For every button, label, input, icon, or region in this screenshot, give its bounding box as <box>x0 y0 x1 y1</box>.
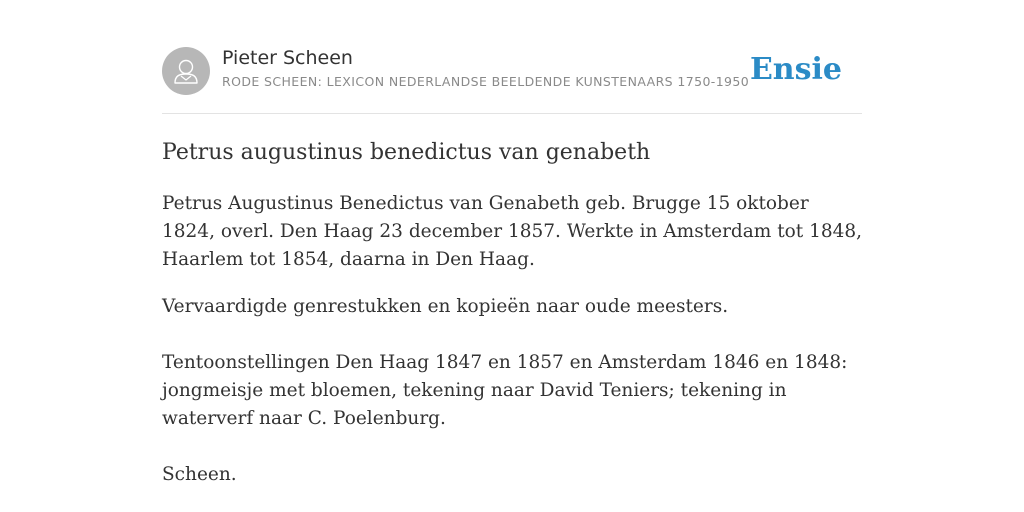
author-avatar[interactable] <box>162 47 210 95</box>
author-name[interactable]: Pieter Scheen <box>222 47 353 69</box>
article-paragraph: Tentoonstellingen Den Haag 1847 en 1857 en Amsterdam 1846 en 1848: jongmeisje met bloemen, tekening naar David Teniers; tekening in waterverf naar C. Poelenburg. <box>162 352 848 429</box>
user-icon <box>162 47 210 95</box>
article-title: Petrus augustinus benedictus van genabeth <box>162 140 651 165</box>
article-body <box>162 190 864 508</box>
article-paragraph: Vervaardigde genrestukken en kopieën naar oude meesters. <box>162 296 729 317</box>
article-signature: Scheen. <box>162 464 237 485</box>
ensie-logo[interactable]: Ensie <box>749 52 842 87</box>
article-paragraph: Petrus Augustinus Benedictus van Genabeth geb. Brugge 15 oktober 1824, overl. Den Haag 23 december 1857. Werkte in Amsterdam tot 1848, Haarlem tot 1854, daarna in Den Haag. <box>162 193 863 270</box>
source-name[interactable]: RODE SCHEEN: LEXICON NEDERLANDSE BEELDENDE KUNSTENAARS 1750-1950 <box>222 74 750 89</box>
header <box>162 46 862 114</box>
